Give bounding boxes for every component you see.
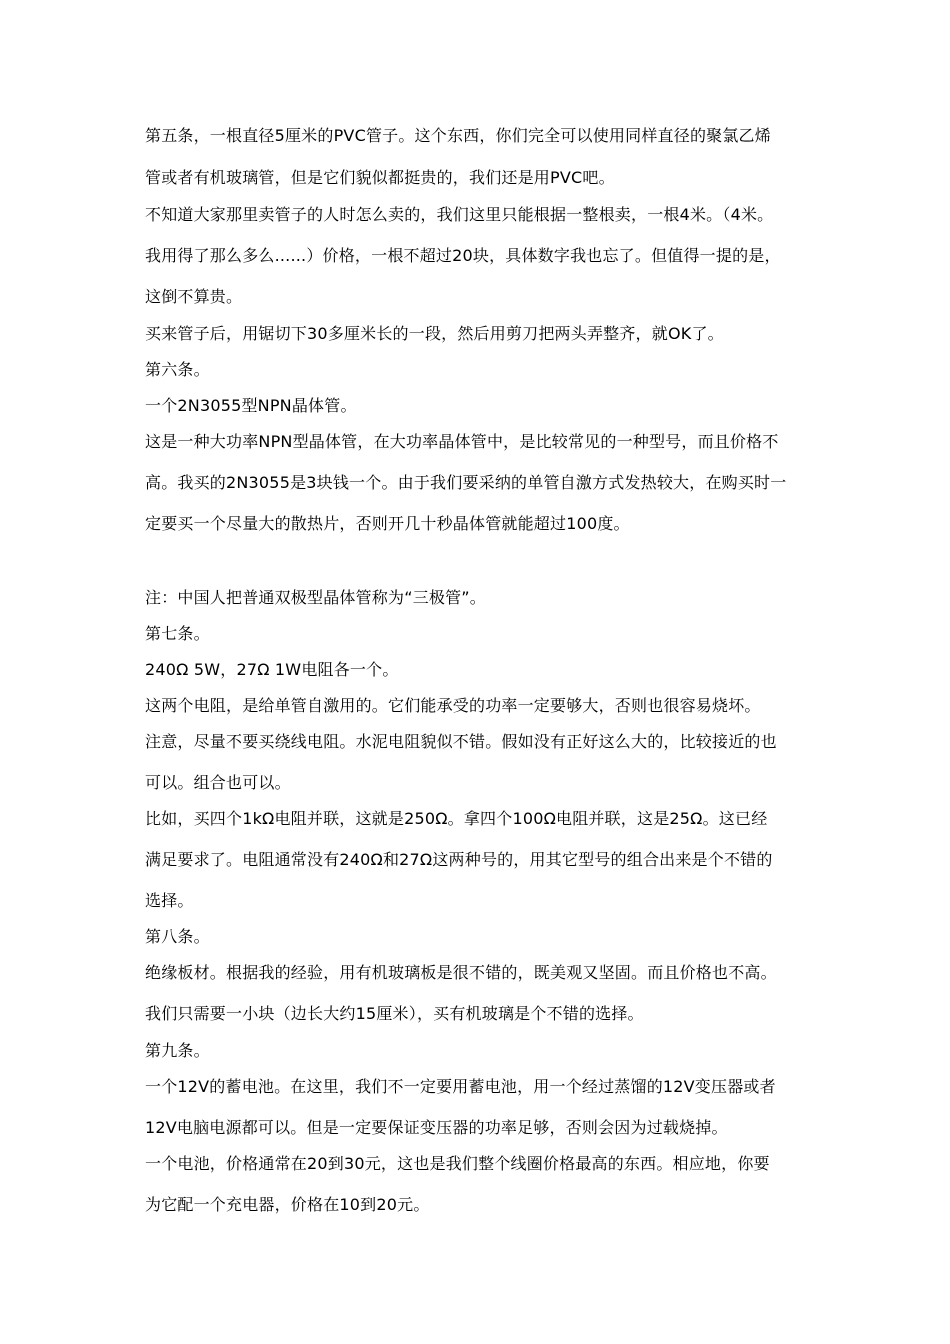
section-heading: 第六条。 (145, 360, 210, 379)
text-line: 我用得了那么多么......）价格，一根不超过20块，具体数字我也忘了。但值得一提的是， (145, 246, 781, 265)
text-line: 这倒不算贵。 (145, 287, 243, 306)
text-line: 比如，买四个1kΩ电阻并联，这就是250Ω。拿四个100Ω电阻并联，这是25Ω。这已经 (145, 809, 768, 828)
text-line: 绝缘板材。根据我的经验，用有机玻璃板是很不错的，既美观又坚固。而且价格也不高。 (145, 963, 777, 982)
text-line: 为它配一个充电器，价格在10到20元。 (145, 1195, 430, 1214)
text-line: 第五条，一根直径5厘米的PVC管子。这个东西，你们完全可以使用同样直径的聚氯乙烯 (145, 126, 771, 145)
text-line: 可以。组合也可以。 (145, 773, 291, 792)
section-heading: 第七条。 (145, 624, 210, 643)
note-line: 注：中国人把普通双极型晶体管称为“三极管”。 (145, 588, 486, 607)
text-line: 高。我买的2N3055是3块钱一个。由于我们要采纳的单管自激方式发热较大，在购买时一 (145, 473, 787, 492)
text-line: 管或者有机玻璃管，但是它们貌似都挺贵的，我们还是用PVC吧。 (145, 168, 615, 187)
text-line: 选择。 (145, 891, 194, 910)
section-heading: 第八条。 (145, 927, 210, 946)
text-line: 12V电脑电源都可以。但是一定要保证变压器的功率足够，否则会因为过载烧掉。 (145, 1118, 728, 1137)
text-line: 一个12V的蓄电池。在这里，我们不一定要用蓄电池，用一个经过蒸馏的12V变压器或者 (145, 1077, 776, 1096)
text-line: 不知道大家那里卖管子的人时怎么卖的，我们这里只能根据一整根卖，一根4米。（4米。 (145, 205, 774, 224)
text-line: 注意，尽量不要买绕线电阻。水泥电阻貌似不错。假如没有正好这么大的，比较接近的也 (145, 732, 777, 751)
text-line: 240Ω 5W，27Ω 1W电阻各一个。 (145, 660, 399, 679)
text-line: 定要买一个尽量大的散热片，否则开几十秒晶体管就能超过100度。 (145, 514, 630, 533)
text-line: 一个电池，价格通常在20到30元，这也是我们整个线圈价格最高的东西。相应地，你要 (145, 1154, 770, 1173)
text-line: 我们只需要一小块（边长大约15厘米），买有机玻璃是个不错的选择。 (145, 1004, 644, 1023)
section-heading: 第九条。 (145, 1041, 210, 1060)
text-line: 买来管子后，用锯切下30多厘米长的一段，然后用剪刀把两头弄整齐，就OK了。 (145, 324, 724, 343)
text-line: 一个2N3055型NPN晶体管。 (145, 396, 357, 415)
text-line: 满足要求了。电阻通常没有240Ω和27Ω这两种号的，用其它型号的组合出来是个不错的 (145, 850, 773, 869)
text-line: 这是一种大功率NPN型晶体管，在大功率晶体管中，是比较常见的一种型号，而且价格不 (145, 432, 779, 451)
text-line: 这两个电阻，是给单管自激用的。它们能承受的功率一定要够大，否则也很容易烧坏。 (145, 696, 761, 715)
